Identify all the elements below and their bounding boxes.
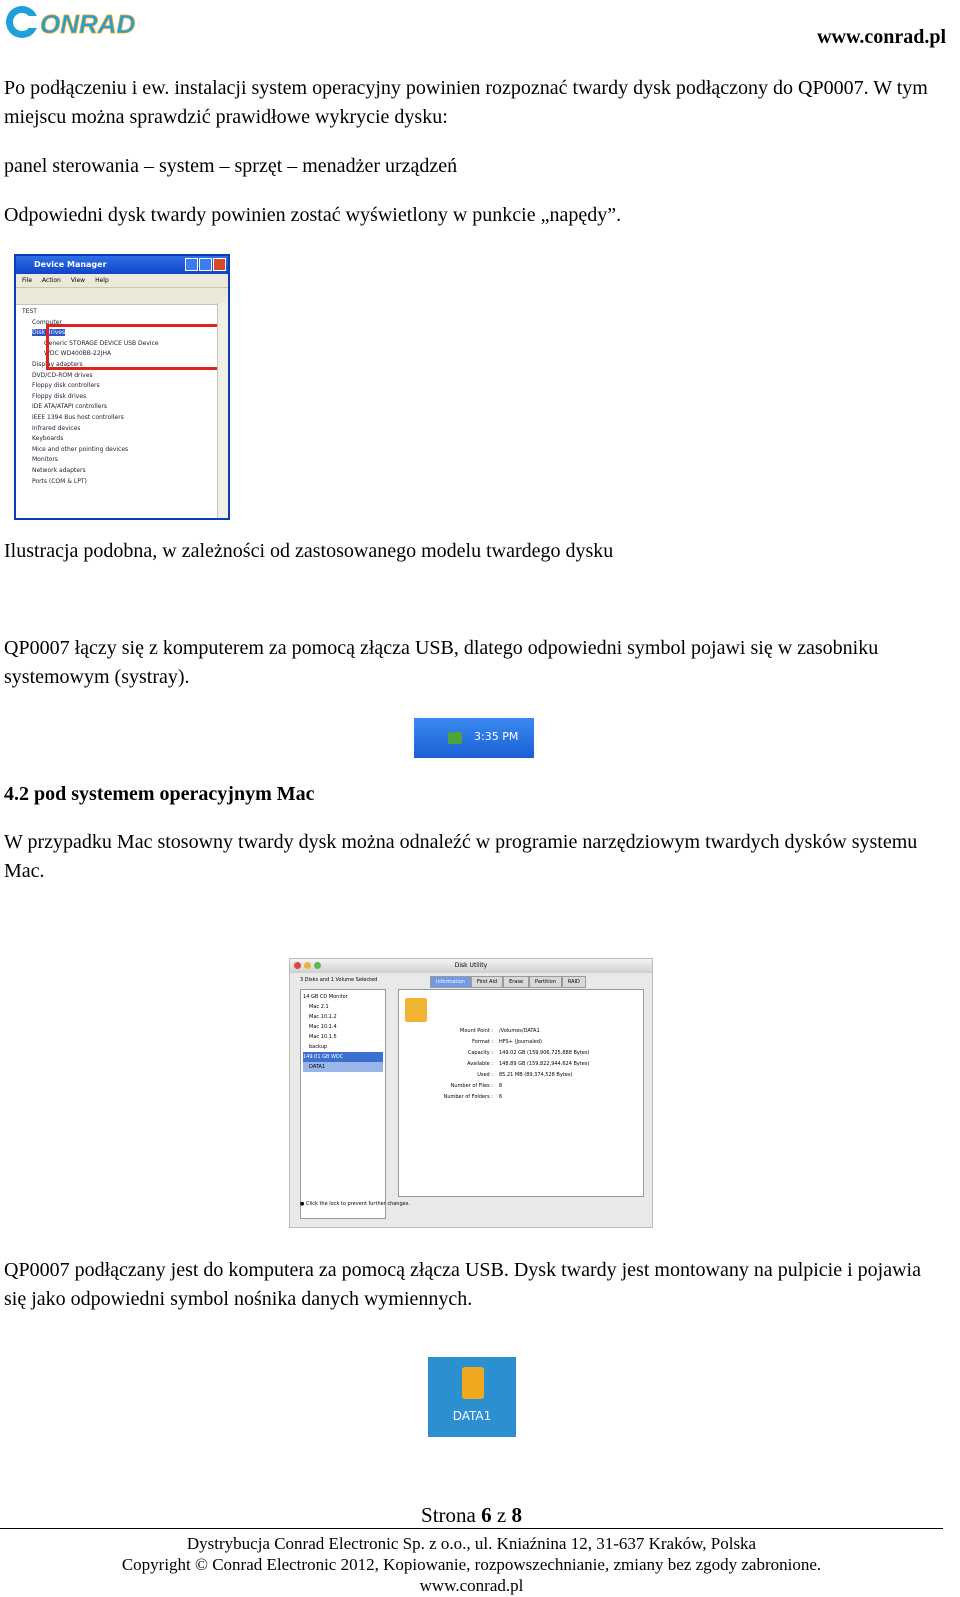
sidebar-header: 3 Disks and 1 Volume Selected [300, 977, 378, 983]
tree-item: IDE ATA/ATAPI controllers [32, 403, 108, 411]
tab-raid: RAID [562, 976, 586, 988]
tree-item: Monitors [32, 456, 58, 464]
page-number [0, 1503, 943, 1528]
page-prefix: Strona [421, 1503, 482, 1527]
disk-drives-highlight [46, 324, 230, 370]
lock-notice [300, 1201, 410, 1207]
tree-item: Display adapters [32, 360, 83, 368]
volume-info [439, 1026, 589, 1103]
disk-utility-screenshot [289, 958, 653, 1228]
footer-url[interactable]: www.conrad.pl [419, 1576, 524, 1595]
tree-item: Generic STORAGE DEVICE USB Device [44, 339, 159, 347]
paragraph-path: panel sterowania – system – sprzęt – menadżer urządzeń [4, 155, 458, 177]
tree-item: IEEE 1394 Bus host controllers [32, 413, 124, 421]
lock-text: Click the lock to prevent further changes. [305, 1201, 410, 1207]
tab-partition: Partition [529, 976, 562, 988]
systray-screenshot [414, 718, 534, 758]
device-manager-toolbar [16, 288, 228, 305]
tree-item: Floppy disk controllers [32, 382, 100, 390]
info-key: Used : [477, 1072, 493, 1078]
tree-item: Floppy disk drives [32, 392, 87, 400]
sidebar-item: Mac 10.1.5 [309, 1034, 337, 1040]
menu-action: Action [42, 277, 61, 284]
tree-item: Computer [32, 318, 62, 326]
disk-sidebar [300, 989, 386, 1219]
page-total: 8 [511, 1503, 522, 1527]
tab-information: Information [430, 976, 471, 988]
sidebar-item-data1: DATA1 [303, 1062, 383, 1072]
page-current: 6 [481, 1503, 492, 1527]
info-value: 149.02 GB (159,906,725,888 Bytes) [499, 1050, 590, 1056]
tree-item-disk-drives: Disk drives [32, 329, 66, 337]
svg-text:ONRAD: ONRAD [40, 9, 136, 39]
device-manager-menubar [16, 274, 228, 288]
sidebar-item: Mac 10.1.4 [309, 1024, 337, 1030]
site-url[interactable]: www.conrad.pl [817, 26, 946, 48]
info-value: 85.21 MB (89,374,528 Bytes) [499, 1072, 573, 1078]
info-value: 8 [499, 1083, 503, 1089]
close-icon [213, 258, 226, 271]
device-manager-titlebar [16, 256, 228, 274]
minimize-icon [304, 962, 311, 969]
info-key: Available : [467, 1061, 493, 1067]
menu-file: File [22, 277, 33, 284]
data1-label: DATA1 [452, 1409, 492, 1423]
tree-item: TEST [22, 308, 37, 315]
info-value: HFS+ (Journaled) [499, 1039, 542, 1045]
sidebar-item: Mac 10.1.2 [309, 1014, 337, 1020]
tree-item: Ports (COM & LPT) [32, 477, 87, 485]
device-manager-scrollbar [217, 303, 228, 518]
footer-divider [0, 1528, 943, 1529]
conrad-logo [4, 2, 154, 42]
section-heading-mac: 4.2 pod systemem operacyjnym Mac [4, 783, 315, 805]
info-value: 148.89 GB (159,822,944,624 Bytes) [499, 1061, 590, 1067]
figure-caption: Ilustracja podobna, w zależności od zastosowanego modelu twardego dysku [4, 540, 614, 562]
paragraph-usb-systray: QP0007 łączy się z komputerem za pomocą złącza USB, dlatego odpowiedni symbol pojawi się w zasobniku systemowym (systray). [4, 637, 879, 688]
footer-address: Dystrybucja Conrad Electronic Sp. z o.o., ul. Kniaźnina 12, 31-637 Kraków, Polska [186, 1534, 757, 1553]
disk-utility-title: Disk Utility [454, 962, 488, 969]
external-drive-icon [462, 1367, 484, 1399]
sidebar-item: Mac 2.1 [309, 1004, 329, 1010]
maximize-icon [199, 258, 212, 271]
disk-utility-titlebar [290, 959, 652, 973]
tree-item: DVD/CD-ROM drives [32, 371, 93, 379]
sidebar-item: 14 GB CD Monitor [303, 994, 348, 1000]
info-value: 6 [499, 1094, 503, 1100]
menu-view: View [70, 277, 86, 284]
info-key: Number of Files : [450, 1083, 493, 1089]
info-key: Number of Folders : [443, 1094, 493, 1100]
tab-erase: Erase [503, 976, 529, 988]
tree-item: Network adapters [32, 466, 86, 474]
sidebar-item: backup [309, 1044, 328, 1050]
information-panel [398, 989, 644, 1197]
paragraph-mac: W przypadku Mac stosowny twardy dysk można odnaleźć w programie narzędziowym twardych dysków systemu Mac. [4, 831, 918, 882]
tree-item: Infrared devices [32, 424, 81, 432]
footer-copyright: Copyright © Conrad Electronic 2012, Kopiowanie, rozpowszechnianie, zmiany bez zgody zabronione. [121, 1555, 822, 1574]
info-key: Capacity : [467, 1050, 493, 1056]
disk-utility-tabs [430, 976, 586, 988]
info-key: Mount Point : [460, 1028, 493, 1034]
info-value: /Volumes/DATA1 [499, 1028, 540, 1034]
sidebar-item: 149.01 GB WDC [303, 1052, 383, 1062]
tab-first-aid: First Aid [471, 976, 503, 988]
paragraph-drives: Odpowiedni dysk twardy powinien zostać wyświetlony w punkcie „napędy”. [4, 204, 622, 226]
systray-clock: 3:35 PM [474, 730, 519, 743]
device-manager-screenshot [14, 254, 230, 520]
info-key: Format : [472, 1039, 493, 1045]
tree-item: WDC WD400BB-22JHA [44, 350, 112, 358]
device-manager-title: Device Manager [34, 260, 107, 269]
paragraph-intro: Po podłączeniu i ew. instalacji system operacyjny powinien rozpoznać twardy dysk podłączony do QP0007. W tym miejscu można sprawdzić prawidłowe wykrycie dysku: [4, 77, 928, 128]
minimize-icon [185, 258, 198, 271]
menu-help: Help [95, 277, 109, 284]
data1-drive-icon [428, 1357, 516, 1437]
drive-icon [405, 998, 427, 1022]
tree-item: Keyboards [32, 435, 64, 443]
lock-icon: ● [300, 1201, 306, 1207]
zoom-icon [314, 962, 321, 969]
page-sep: z [491, 1503, 512, 1527]
close-icon [294, 962, 301, 969]
tree-item: Mice and other pointing devices [32, 445, 129, 453]
usb-device-icon [448, 732, 462, 744]
paragraph-desktop-mount: QP0007 podłączany jest do komputera za pomocą złącza USB. Dysk twardy jest montowany na pulpicie i pojawia się jako odpowiedni symbol nośnika danych wymiennych. [4, 1259, 921, 1310]
